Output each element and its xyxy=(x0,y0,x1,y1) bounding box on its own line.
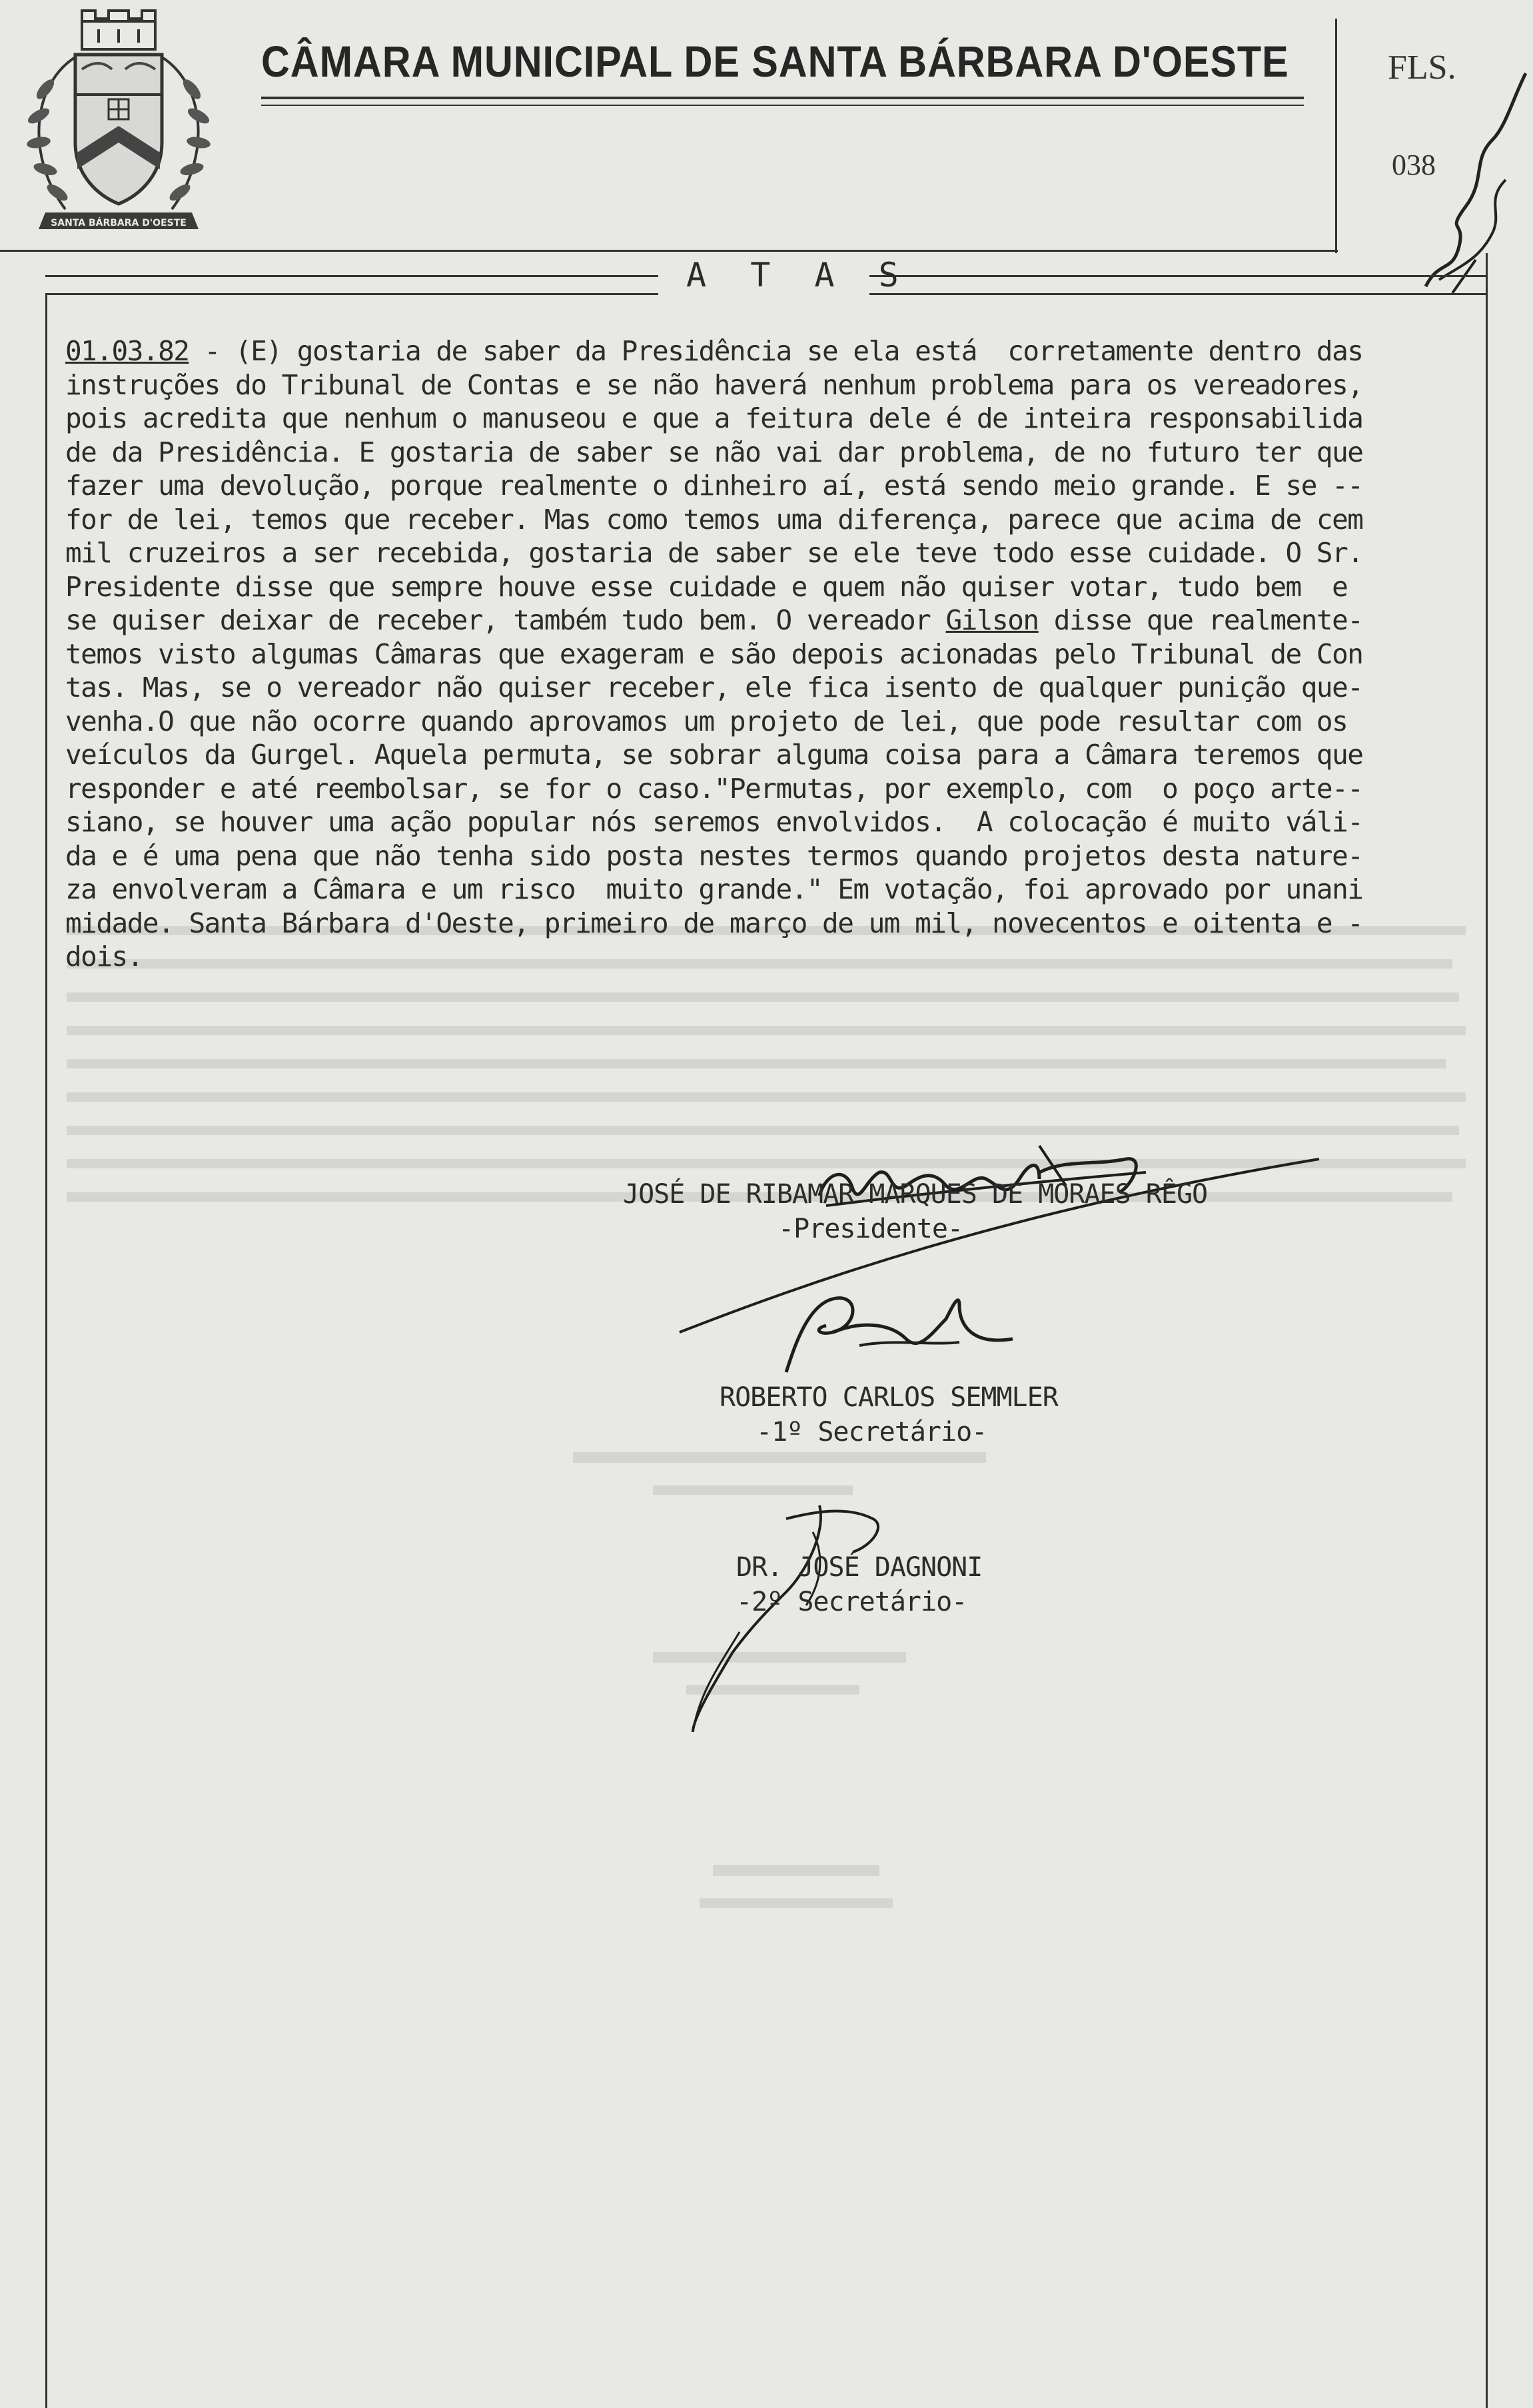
second-secretary-handwritten-signature xyxy=(653,1492,919,1745)
body-line: for de lei, temos que receber. Mas como temos uma diferença, parece que acima de cem xyxy=(65,503,1363,536)
body-line: veículos da Gurgel. Aquela permuta, se sobrar alguma coisa para a Câmara teremos que xyxy=(65,739,1363,771)
margin-rubric-signature xyxy=(1412,60,1533,300)
president-name: JOSÉ DE RIBAMAR MARQUES DE MORAES RÊGO xyxy=(623,1179,1208,1210)
section-rule xyxy=(869,293,1486,295)
body-line: se quiser deixar de receber, também tudo bem. O vereador Gilson disse que realmente- xyxy=(65,604,1363,636)
body-line: Presidente disse que sempre houve esse cuidade e quem não quiser votar, tudo bem e xyxy=(65,570,1348,603)
body-line: da e é uma pena que não tenha sido posta nestes termos quando projetos desta nature- xyxy=(65,839,1363,872)
councilor-name: Gilson xyxy=(945,604,1039,636)
second-secretary-name: DR. JOSÉ DAGNONI xyxy=(736,1552,983,1583)
body-line: siano, se houver uma ação popular nós seremos envolvidos. A colocação é muito váli- xyxy=(65,806,1363,838)
section-rule xyxy=(45,275,658,277)
folio-label: FLS. xyxy=(1388,49,1456,87)
body-line: responder e até reembolsar, se for o caso."Permutas, por exemplo, com o poço arte-- xyxy=(65,772,1363,805)
session-date: 01.03.82 xyxy=(65,335,189,367)
svg-text:SANTA BÁRBARA D'OESTE: SANTA BÁRBARA D'OESTE xyxy=(51,218,187,228)
body-line: fazer uma devolução, porque realmente o dinheiro aí, está sendo meio grande. E se -- xyxy=(65,470,1363,502)
body-line: temos visto algumas Câmaras que exageram e são depois acionadas pelo Tribunal de Con xyxy=(65,637,1363,670)
first-secretary-role: -1º Secretário- xyxy=(756,1417,987,1447)
first-secretary-name: ROBERTO CARLOS SEMMLER xyxy=(720,1382,1058,1413)
body-line: dois. xyxy=(65,941,143,973)
coat-of-arms-icon xyxy=(19,9,219,239)
section-rule xyxy=(45,293,658,295)
header-rule xyxy=(261,97,1304,99)
folio-number: 038 xyxy=(1392,149,1436,181)
page-frame-left xyxy=(45,293,47,2408)
header-divider xyxy=(1335,19,1337,253)
first-secretary-handwritten-signature xyxy=(760,1279,1039,1386)
header-rule-thin xyxy=(261,105,1304,106)
body-line: pois acredita que nenhum o manuseou e que a feitura dele é de inteira responsabilida xyxy=(65,402,1363,434)
section-title: A T A S xyxy=(686,256,911,294)
body-line: midade. Santa Bárbara d'Oeste, primeiro de março de um mil, novecentos e oitenta e - xyxy=(65,907,1363,939)
chamber-title: CÂMARA MUNICIPAL DE SANTA BÁRBARA D'OESTE xyxy=(261,37,1289,86)
president-role: -Presidente- xyxy=(778,1214,963,1244)
minutes-body xyxy=(65,334,1483,974)
header-bottom-rule xyxy=(0,250,1338,252)
body-line: de da Presidência. E gostaria de saber se não vai dar problema, de no futuro ter que xyxy=(65,436,1363,468)
body-line: instruções do Tribunal de Contas e se não haverá nenhum problema para os vereadores, xyxy=(65,368,1363,401)
bleed-through-marks xyxy=(53,919,1486,1985)
second-secretary-role: -2º Secretário- xyxy=(736,1587,967,1617)
body-line: za envolveram a Câmara e um risco muito grande." Em votação, foi aprovado por unani xyxy=(65,873,1363,905)
body-line: 01.03.82 - (E) gostaria de saber da Presidência se ela está corretamente dentro das xyxy=(65,335,1363,367)
body-line: tas. Mas, se o vereador não quiser receber, ele fica isento de qualquer punição que- xyxy=(65,671,1363,703)
body-line: venha.O que não ocorre quando aprovamos um projeto de lei, que pode resultar com os xyxy=(65,705,1348,737)
page-frame-right xyxy=(1486,253,1488,2408)
section-rule xyxy=(869,275,1486,277)
body-line: mil cruzeiros a ser recebida, gostaria de saber se ele teve todo esse cuidade. O Sr. xyxy=(65,537,1363,569)
